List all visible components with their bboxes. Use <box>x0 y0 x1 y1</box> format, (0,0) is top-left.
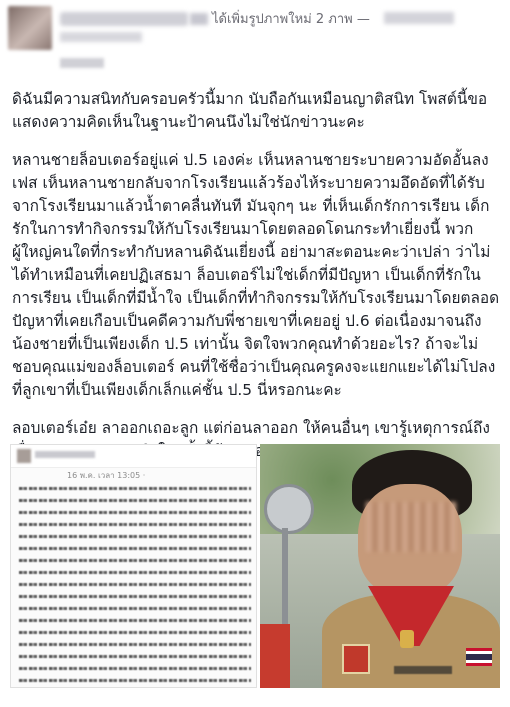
name-tag <box>394 666 452 674</box>
post-timestamp-redacted[interactable] <box>60 58 104 68</box>
scarf-badge <box>400 630 414 648</box>
post-body <box>12 88 500 478</box>
red-object <box>260 624 290 688</box>
screenshot-name-redacted <box>35 451 95 458</box>
post-paragraph: หลานชายล็อบเตอร์อยู่แค่ ป.5 เองค่ะ เห็นหลานชายระบายความอัดอั้นลงเฟส เห็นหลานชายกลับจากโรงเรียนแล้วร้องไห้ระบายความอึดอัดที่ได้รับจากโรงเรียนมาแล้วน้ำตาคลื่นทันที มันจุกๆ นะ ที่เห็นเด็กรักการเรียน เด็กรักในการทำกิจกรรมให้กับโรงเรียนมาโดยตลอดโดนกระทำเยี่ยงนี้ พวกผู้ใหญ่คนใดที่กระทำกับหลานดิฉันเยี่ยงนี้ อย่ามาสะตอนะคะว่าเปล่า ว่าไม่ได้ทำเหมือนที่เคยปฏิเสธมา ล็อบเตอร์ไม่ใช่เด็กที่มีปัญหา เป็นเด็กที่รักในการเรียน เป็นเด็กที่มีน้ำใจ เป็นเด็กที่ทำกิจกรรมให้กับโรงเรียนมาโดยตลอด ปัญหาที่เคยเกือบเป็นคดีความกับพี่ชายเขาที่เคยอยู่ ป.6 ต่อเนื่องมาจนถึงน้องชายที่เป็นเพียงเด็ก ป.5 เท่านั้น จิตใจพวกคุณทำด้วยอะไร? ถ้าจะไม่ชอบคุณแม่ของล็อบเตอร์ คนที่ใช้ชื่อว่าเป็นคุณครูคงจะแยกแยะได้ไม่โปลงที่ลูกเขาที่เป็นเพียงเด็กเล็กแค่ชั้น ป.5 นี่หรอกนะคะ <box>12 151 500 399</box>
post-header-action: ได้เพิ่มรูปภาพใหม่ 2 ภาพ — <box>212 12 370 27</box>
post-paragraph: ดิฉันมีความสนิทกับครอบครัวนี้มาก นับถือกันเหมือนญาติสนิท โพสต์นี้ขอแสดงความคิดเห็นในฐานะป้าคนนึงไม่ใช่นักข่าวนะคะ <box>12 90 488 131</box>
header-redacted-target[interactable] <box>384 12 454 24</box>
shoulder-patch <box>342 644 370 674</box>
photo-text-screenshot[interactable] <box>10 444 257 688</box>
photo-student-portrait[interactable] <box>260 444 500 688</box>
face-pixelation <box>366 502 456 552</box>
thai-flag-patch <box>466 648 492 666</box>
author-name-redacted[interactable] <box>60 12 188 26</box>
post-photo-grid <box>10 444 500 688</box>
author-avatar[interactable] <box>8 6 52 50</box>
electric-fan <box>264 484 314 534</box>
author-subline-redacted <box>60 32 142 42</box>
screenshot-text-lines <box>19 487 251 688</box>
screenshot-avatar <box>17 449 31 463</box>
post-paragraph: ลอบเตอร์เอ๋ย ลาออกเถอะลูก แต่ก่อนลาออก ให้คนอื่นๆ เขารู้เหตุการณ์ถึง <box>12 419 490 437</box>
screenshot-date: 16 พ.ค. เวลา 13:05 · <box>67 471 146 480</box>
author-name-redacted-2 <box>190 13 208 25</box>
